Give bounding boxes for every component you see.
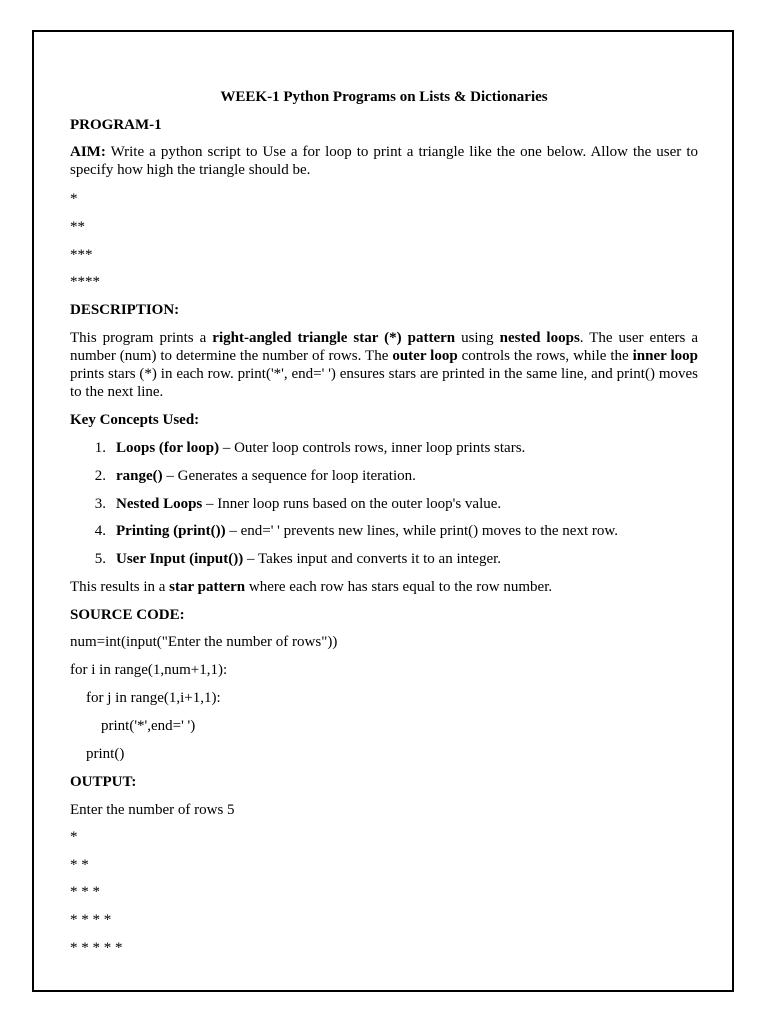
- source-code-heading: SOURCE CODE:: [70, 607, 185, 623]
- code-line: for i in range(1,num+1,1):: [70, 662, 228, 678]
- output-row: *: [70, 829, 78, 845]
- key-concepts-heading: Key Concepts Used:: [70, 412, 200, 428]
- list-item-term: User Input (input()): [116, 551, 244, 567]
- description-text: using: [455, 330, 500, 346]
- description-heading: DESCRIPTION:: [70, 302, 180, 318]
- code-line: for j in range(1,i+1,1):: [86, 690, 221, 706]
- list-item-number: 1.: [94, 440, 106, 456]
- output-row: * * * *: [70, 912, 112, 928]
- program-label: PROGRAM-1: [70, 117, 162, 133]
- triangle-example-line: ***: [70, 247, 93, 263]
- list-item-term: Loops (for loop): [116, 440, 220, 456]
- list-item: [70, 467, 416, 485]
- description-text: . The user enters a number (num) to determine the number of rows. The: [70, 330, 699, 364]
- list-item-number: 3.: [94, 496, 106, 512]
- list-item-desc: – Takes input and converts it to an integer.: [243, 551, 502, 567]
- description-text: prints stars (*) in each row. print('*', end=' ') ensures stars are printed in the same line, and print() moves to the next line.: [70, 366, 698, 400]
- triangle-example-line: **: [70, 219, 85, 235]
- list-item-number: 2.: [94, 468, 106, 484]
- triangle-example-line: *: [70, 191, 78, 207]
- description-text: controls the rows, while the: [457, 348, 633, 364]
- result-sentence: [70, 578, 552, 596]
- code-line: num=int(input("Enter the number of rows")): [70, 634, 338, 650]
- list-item-desc: – Outer loop controls rows, inner loop prints stars.: [219, 440, 526, 456]
- triangle-example-line: ****: [70, 274, 100, 290]
- output-prompt: Enter the number of rows 5: [70, 802, 235, 818]
- list-item-desc: – end=' ' prevents new lines, while print() moves to the next row.: [225, 523, 618, 539]
- description-bold: outer loop: [392, 348, 458, 364]
- result-bold: star pattern: [169, 579, 246, 595]
- code-line: print('*',end=' '): [101, 718, 196, 734]
- aim-label: AIM:: [70, 144, 106, 160]
- list-item-term: Nested Loops: [116, 496, 203, 512]
- description-bold: right-angled triangle star (*) pattern: [212, 330, 456, 346]
- output-row: * * *: [70, 884, 100, 900]
- list-item-desc: – Inner loop runs based on the outer loop's value.: [202, 496, 502, 512]
- output-row: * * * * *: [70, 940, 123, 956]
- list-item: [70, 495, 501, 513]
- list-item: [70, 439, 525, 457]
- description-paragraph: [70, 329, 698, 401]
- description-bold: nested loops: [499, 330, 580, 346]
- aim-paragraph: [70, 143, 698, 179]
- result-text: This results in a: [70, 579, 170, 595]
- list-item-term: range(): [116, 468, 163, 484]
- list-item: [70, 522, 618, 540]
- output-heading: OUTPUT:: [70, 774, 137, 790]
- document-title: WEEK-1 Python Programs on Lists & Dictionaries: [220, 89, 548, 105]
- list-item: [70, 550, 501, 568]
- list-item-number: 5.: [94, 551, 106, 567]
- list-item-number: 4.: [94, 523, 106, 539]
- result-text: where each row has stars equal to the row number.: [245, 579, 553, 595]
- description-bold: inner loop: [632, 348, 699, 364]
- code-line: print(): [86, 746, 125, 762]
- list-item-desc: – Generates a sequence for loop iteration.: [162, 468, 416, 484]
- description-text: This program prints a: [70, 330, 213, 346]
- aim-text: Write a python script to Use a for loop to print a triangle like the one below. Allow the user to specify how high the triangle should be.: [70, 144, 698, 178]
- list-item-term: Printing (print()): [116, 523, 226, 539]
- output-row: * *: [70, 857, 89, 873]
